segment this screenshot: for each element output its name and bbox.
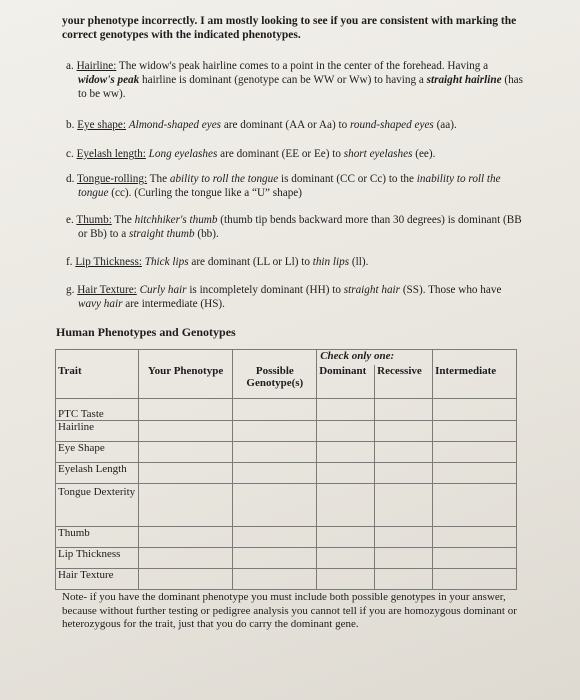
header-genotype xyxy=(233,350,317,366)
phenotype-cell[interactable] xyxy=(138,548,233,569)
table-row xyxy=(56,527,517,548)
trait-label: Tongue Dexterity xyxy=(56,484,139,527)
col-dominant: Dominant xyxy=(317,365,375,399)
intermediate-cell[interactable] xyxy=(433,442,517,463)
genotype-cell[interactable] xyxy=(233,484,317,527)
item-eyelash-length: c. Eyelash length: Long eyelashes are dominant (EE or Ee) to short eyelashes (ee). xyxy=(66,148,436,160)
dominant-cell[interactable] xyxy=(317,484,375,527)
trait-label: Eye Shape xyxy=(56,442,139,463)
item-eye-shape: b. Eye shape: Almond-shaped eyes are dominant (AA or Aa) to round-shaped eyes (aa). xyxy=(66,119,457,131)
dominant-cell[interactable] xyxy=(317,527,375,548)
genotype-cell[interactable] xyxy=(233,527,317,548)
recessive-cell[interactable] xyxy=(375,569,433,590)
table-row xyxy=(56,442,517,463)
phenotype-table xyxy=(55,349,517,590)
check-only-label: Check only one: xyxy=(317,350,433,366)
recessive-cell[interactable] xyxy=(375,527,433,548)
dominant-cell[interactable] xyxy=(317,399,375,421)
dominant-cell[interactable] xyxy=(317,569,375,590)
genotype-cell[interactable] xyxy=(233,463,317,484)
phenotype-cell[interactable] xyxy=(138,463,233,484)
col-phenotype: Your Phenotype xyxy=(138,365,233,399)
col-recessive: Recessive xyxy=(375,365,433,399)
trait-label: Eyelash Length xyxy=(56,463,139,484)
recessive-cell[interactable] xyxy=(375,463,433,484)
table-row xyxy=(56,463,517,484)
table-row xyxy=(56,484,517,527)
item-hairline: a. Hairline: The widow's peak hairline comes to a point in the center of the forehead. Having a widow's peak hairline is dominant (genotype can be WW or Ww) to having a straight hairline (has to be ww). xyxy=(66,60,523,100)
table-row xyxy=(56,421,517,442)
phenotype-cell[interactable] xyxy=(138,399,233,421)
trait-label: Lip Thickness xyxy=(56,548,139,569)
dominant-cell[interactable] xyxy=(317,421,375,442)
genotype-cell[interactable] xyxy=(233,548,317,569)
item-thumb: e. Thumb: The hitchhiker's thumb (thumb tip bends backward more than 30 degrees) is dominant (BB or Bb) to a straight thumb (bb). xyxy=(66,214,522,240)
intermediate-cell[interactable] xyxy=(433,527,517,548)
dominant-cell[interactable] xyxy=(317,548,375,569)
intermediate-cell[interactable] xyxy=(433,463,517,484)
trait-label: Thumb xyxy=(56,527,139,548)
intermediate-cell[interactable] xyxy=(433,399,517,421)
genotype-cell[interactable] xyxy=(233,399,317,421)
table-row xyxy=(56,569,517,590)
trait-label: Hair Texture xyxy=(56,569,139,590)
section-title: Human Phenotypes and Genotypes xyxy=(56,325,236,339)
dominant-cell[interactable] xyxy=(317,463,375,484)
item-lip-thickness: f. Lip Thickness: Thick lips are dominant (LL or Ll) to thin lips (ll). xyxy=(66,256,369,268)
genotype-cell[interactable] xyxy=(233,442,317,463)
phenotype-cell[interactable] xyxy=(138,484,233,527)
col-genotype: Possible Genotype(s) xyxy=(233,365,317,399)
trait-label: PTC Taste xyxy=(56,399,139,421)
item-hair-texture: g. Hair Texture: Curly hair is incompletely dominant (HH) to straight hair (SS). Those who have wavy hair are intermediate (HS). xyxy=(66,284,502,310)
genotype-cell[interactable] xyxy=(233,421,317,442)
recessive-cell[interactable] xyxy=(375,548,433,569)
footnote: Note- if you have the dominant phenotype you must include both possible genotypes in your answer, because without further testing or pedigree analysis you cannot tell if you are homozygous dominant or heterozygous for the trait, just that you do carry the dominant gene. xyxy=(62,591,517,630)
recessive-cell[interactable] xyxy=(375,399,433,421)
header-trait xyxy=(56,350,139,366)
col-intermediate: Intermediate xyxy=(433,365,517,399)
table-row xyxy=(56,548,517,569)
intro-text: your phenotype incorrectly. I am mostly looking to see if you are consistent with marking the correct genotypes with the indicated phenotypes. xyxy=(62,15,517,41)
table-row xyxy=(56,399,517,421)
phenotype-cell[interactable] xyxy=(138,527,233,548)
intermediate-cell[interactable] xyxy=(433,421,517,442)
trait-label: Hairline xyxy=(56,421,139,442)
recessive-cell[interactable] xyxy=(375,484,433,527)
intermediate-cell[interactable] xyxy=(433,569,517,590)
header-phenotype xyxy=(138,350,233,366)
intermediate-cell[interactable] xyxy=(433,548,517,569)
phenotype-cell[interactable] xyxy=(138,442,233,463)
genotype-cell[interactable] xyxy=(233,569,317,590)
recessive-cell[interactable] xyxy=(375,442,433,463)
recessive-cell[interactable] xyxy=(375,421,433,442)
intermediate-cell[interactable] xyxy=(433,484,517,527)
phenotype-cell[interactable] xyxy=(138,569,233,590)
item-tongue-rolling: d. Tongue-rolling: The ability to roll the tongue is dominant (CC or Cc) to the inability to roll the tongue (cc). (Curling the tongue like a “U” shape) xyxy=(66,173,501,199)
col-trait: Trait xyxy=(56,365,139,399)
phenotype-cell[interactable] xyxy=(138,421,233,442)
dominant-cell[interactable] xyxy=(317,442,375,463)
